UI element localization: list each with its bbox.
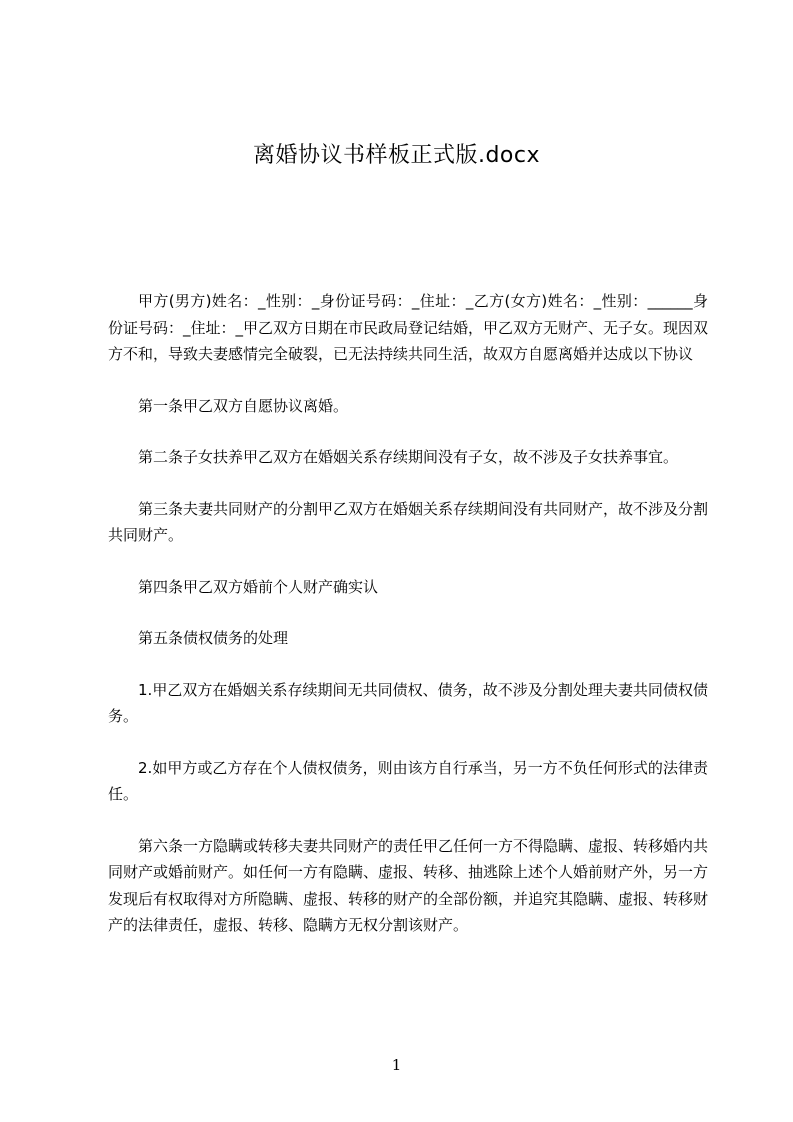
document-title: 离婚协议书样板正式版.docx	[252, 143, 541, 168]
document-body	[108, 288, 708, 964]
paragraph-article-3: 第三条夫妻共同财产的分割甲乙双方在婚姻关系存续期间没有共同财产，故不涉及分割共同财产。	[108, 499, 709, 544]
paragraph-article-5: 第五条债权债务的处理	[138, 629, 289, 647]
paragraph-article-5-item-1: 1.甲乙双方在婚姻关系存续期间无共同债权、债务，故不涉及分割处理夫妻共同债权债务。	[108, 680, 708, 725]
paragraph-article-1: 第一条甲乙双方自愿协议离婚。	[138, 396, 349, 415]
page-number: 1	[391, 1056, 402, 1074]
paragraph-article-6: 第六条一方隐瞒或转移夫妻共同财产的责任甲乙任何一方不得隐瞒、虚报、转移婚内共同财产或婚前财产。如任何一方有隐瞒、虚报、转移、抽逃除上述个人婚前财产外，另一方发现后有权取得对方所隐瞒、虚报、转移的财产的全部份额，并追究其隐瞒、虚报、转移财产的法律责任，虚报、转移、隐瞒方无权分割该财产。	[108, 836, 709, 934]
paragraph-article-5-item-2: 2.如甲方或乙方存在个人债权债务，则由该方自行承当，另一方不负任何形式的法律责任。	[108, 758, 708, 803]
paragraph-preamble: 甲方(男方)姓名：_性别：_身份证号码：_住址：_乙方(女方)姓名：_性别：______身份证号码：_住址：_甲乙双方日期在市民政局登记结婚，甲乙双方无财产、无子女。现因双方不和，导致夫妻感情完全破裂，已无法持续共同生活，故双方自愿离婚并达成以下协议	[108, 292, 709, 363]
paragraph-article-4: 第四条甲乙双方婚前个人财产确实认	[138, 577, 379, 596]
paragraph-article-2: 第二条子女扶养甲乙双方在婚姻关系存续期间没有子女，故不涉及子女扶养事宜。	[138, 448, 679, 466]
